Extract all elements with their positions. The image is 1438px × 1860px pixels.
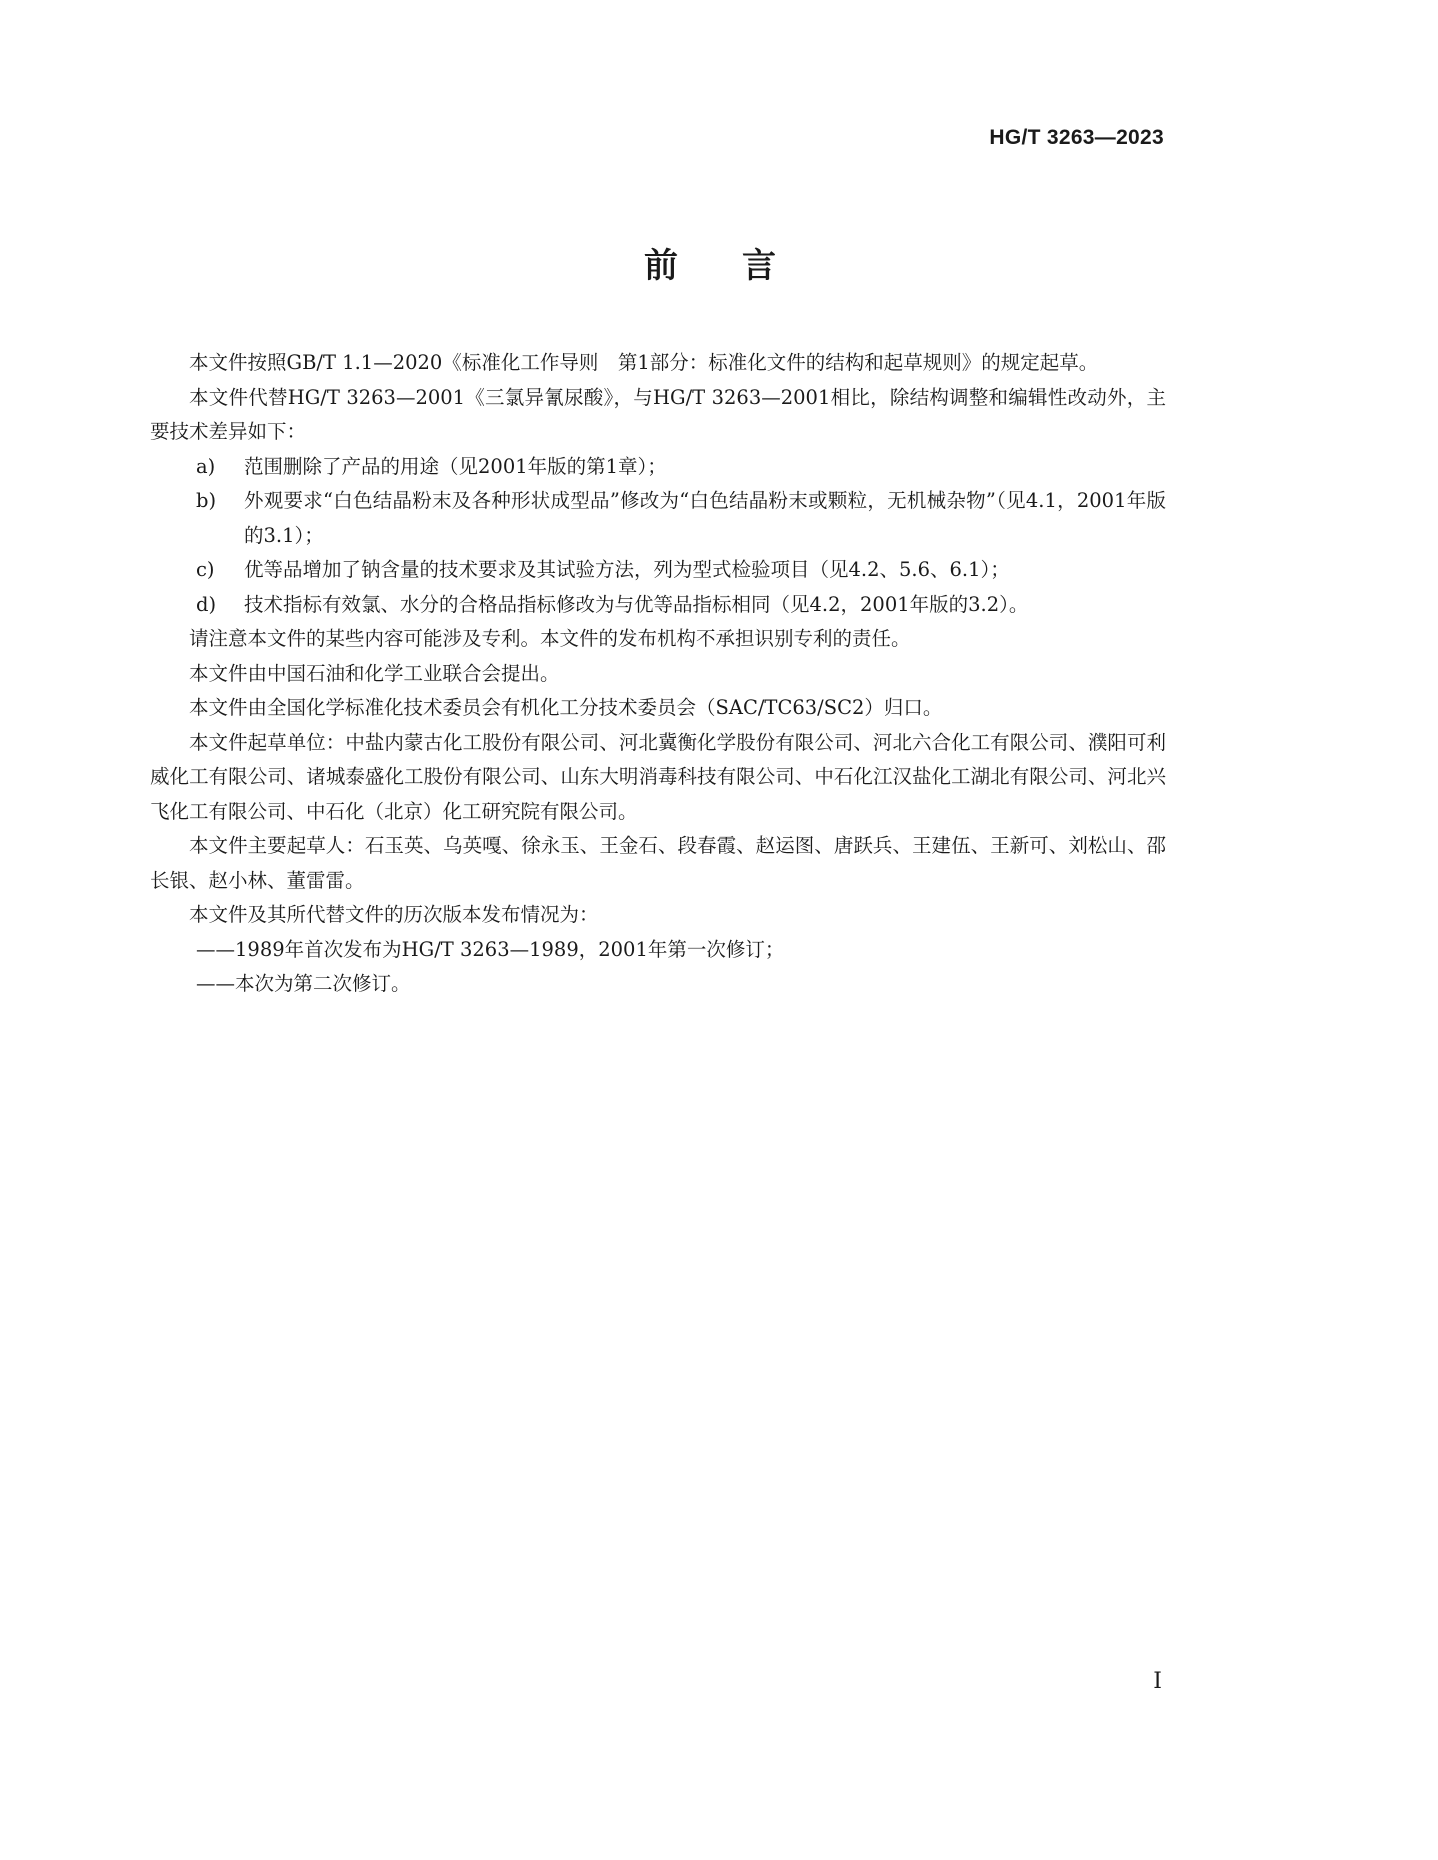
list-item-label: d): [196, 592, 217, 616]
paragraph-drafting-units: 本文件起草单位：中盐内蒙古化工股份有限公司、河北冀衡化学股份有限公司、河北六合化工有限公司、濮阳可利威化工有限公司、诸城泰盛化工股份有限公司、山东大明消毒科技有限公司、中石化江汉盐化工湖北有限公司、河北兴飞化工有限公司、中石化（北京）化工研究院有限公司。: [150, 730, 1166, 823]
list-item-c: [150, 553, 1166, 588]
list-item-text: 技术指标有效氯、水分的合格品指标修改为与优等品指标相同（见4.2，2001年版的3.2）。: [244, 592, 1029, 616]
list-item-d: [150, 588, 1166, 623]
list-item-label: b): [196, 489, 217, 512]
history-item: ——本次为第二次修订。: [196, 972, 411, 995]
paragraph-committee: 本文件由全国化学标准化技术委员会有机化工分技术委员会（SAC/TC63/SC2）归口。: [189, 696, 943, 719]
paragraph-drafters: 本文件主要起草人：石玉英、乌英嘎、徐永玉、王金石、段春霞、赵运图、唐跃兵、王建伍、王新可、刘松山、邵长银、赵小林、董雷雷。: [150, 834, 1166, 892]
paragraph-replacement: 本文件代替HG/T 3263—2001《三氯异氰尿酸》，与HG/T 3263—2001相比，除结构调整和编辑性改动外，主要技术差异如下：: [150, 385, 1166, 443]
paragraph-history-intro: 本文件及其所代替文件的历次版本发布情况为：: [189, 903, 599, 926]
page-title: 前言: [644, 246, 840, 286]
list-item-text: 范围删除了产品的用途（见2001年版的第1章）；: [244, 454, 667, 478]
history-item: ——1989年首次发布为HG/T 3263—1989，2001年第一次修订；: [196, 937, 785, 961]
foreword-body: [150, 346, 1166, 1002]
list-item-a: [150, 450, 1166, 485]
list-item-label: c): [196, 558, 215, 581]
list-item-text: 外观要求“白色结晶粉末及各种形状成型品”修改为“白色结晶粉末或颗粒，无机械杂物”（见4.1，2001年版的3.1）；: [244, 489, 1166, 547]
list-item-label: a): [196, 454, 216, 478]
paragraph-drafting-rules: 本文件按照GB/T 1.1—2020《标准化工作导则 第1部分：标准化文件的结构和起草规则》的规定起草。: [189, 351, 1099, 374]
list-item-b: [150, 484, 1166, 553]
page-number: I: [1153, 1669, 1162, 1694]
paragraph-proposer: 本文件由中国石油和化学工业联合会提出。: [189, 661, 560, 685]
document-code: HG/T 3263—2023: [989, 126, 1164, 149]
paragraph-patent-notice: 请注意本文件的某些内容可能涉及专利。本文件的发布机构不承担识别专利的责任。: [189, 627, 911, 650]
list-item-text: 优等品增加了钠含量的技术要求及其试验方法，列为型式检验项目（见4.2、5.6、6.1）；: [244, 558, 1010, 581]
